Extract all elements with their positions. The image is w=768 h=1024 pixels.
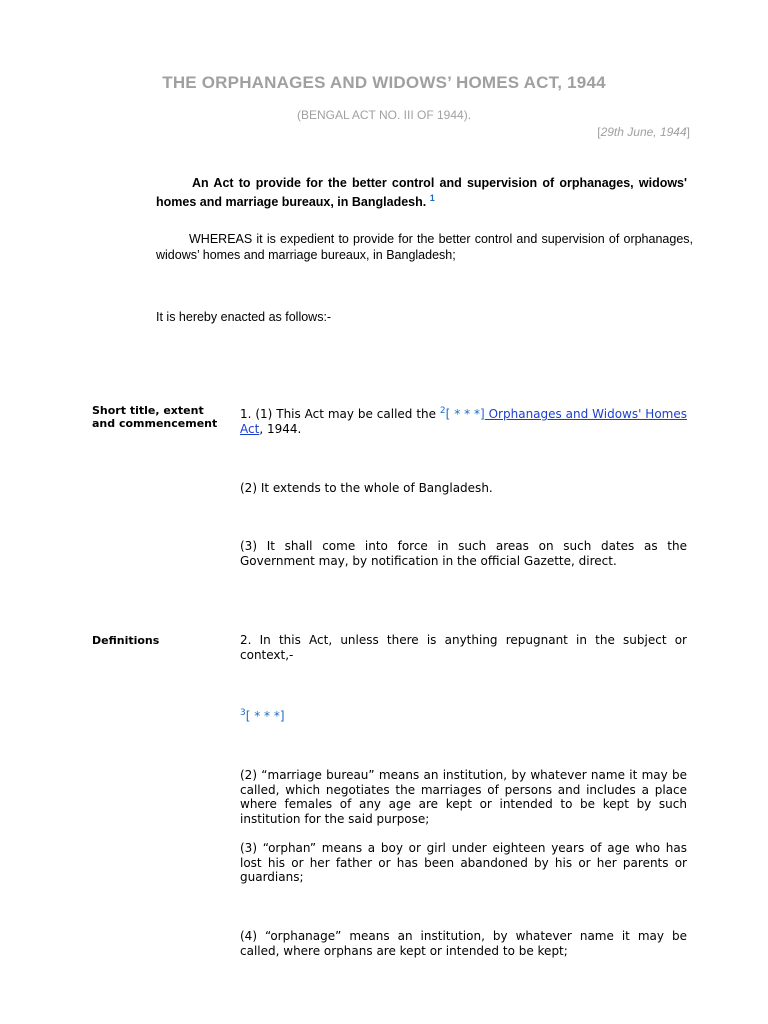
- act-name-link[interactable]: Orphanages and Widows' Homes Act: [240, 407, 688, 436]
- footnote-marker-1[interactable]: 1: [429, 192, 435, 203]
- section-1-subsection-3: (3) It shall come into force in such areas on such dates as the Government may, by notification in the official Gazette, direct.: [240, 539, 687, 568]
- long-title-text: An Act to provide for the better control and supervision of orphanages, widows' homes and marriage bureaux, in Bangladesh.: [156, 176, 687, 209]
- margin-note-section-1: Short title, extent and commencement: [92, 404, 218, 430]
- omitted-words-bracket: [ * * *]: [445, 407, 485, 421]
- definition-orphanage: (4) “orphanage” means an institution, by whatever name it may be called, where orphans are kept or intended to be kept;: [240, 929, 687, 958]
- s1-text-before: 1. (1) This Act may be called the: [240, 407, 440, 421]
- omitted-clause-bracket: [ * * *]: [245, 709, 285, 723]
- section-1-subsection-1: [240, 407, 687, 436]
- margin-note-section-2: Definitions: [92, 634, 160, 647]
- act-title: THE ORPHANAGES AND WIDOWS’ HOMES ACT, 1944: [162, 73, 606, 92]
- s1-text-after: , 1944.: [259, 421, 302, 436]
- definition-marriage-bureau: (2) “marriage bureau” means an institution, by whatever name it may be called, which negotiates the marriages of persons and includes a place where females of any age are kept or intended to be kept by such institution for the said purpose;: [240, 768, 687, 826]
- section-2-intro: 2. In this Act, unless there is anything repugnant in the subject or context,-: [240, 633, 687, 662]
- footnote-marker-3[interactable]: 3: [240, 708, 246, 718]
- long-title: [156, 174, 687, 212]
- footnote-marker-2[interactable]: 2: [439, 406, 446, 416]
- section-2-omitted-clause: [240, 709, 687, 724]
- enactment-date: [597, 125, 690, 139]
- date-open-bracket: [: [597, 125, 601, 139]
- date-close-bracket: ]: [686, 125, 690, 139]
- date-text: 29th June, 1944: [600, 125, 687, 139]
- enacting-clause: It is hereby enacted as follows:-: [156, 310, 332, 324]
- definition-orphan: (3) “orphan” means a boy or girl under eighteen years of age who has lost his or her father or has been abandoned by his or her parents or guardians;: [240, 841, 687, 884]
- section-1-subsection-2: (2) It extends to the whole of Bangladesh.: [240, 481, 493, 495]
- preamble: WHEREAS it is expedient to provide for the better control and supervision of orphanages, widows’ homes and marriage bureaux, in Bangladesh;: [156, 232, 693, 262]
- act-number: (BENGAL ACT NO. III OF 1944).: [296, 108, 472, 122]
